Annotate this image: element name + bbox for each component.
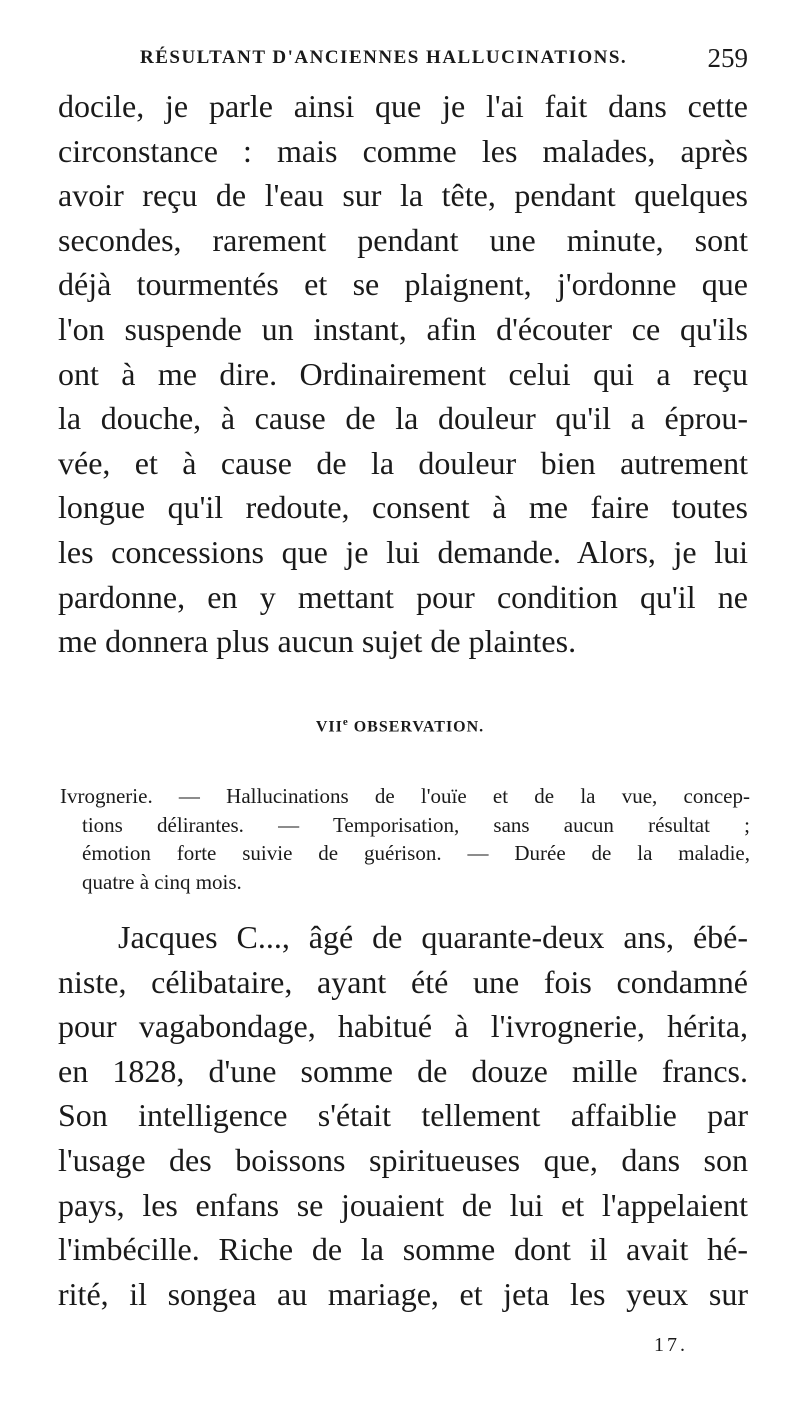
text-line: vée, et à cause de la douleur bien autrement [58, 444, 748, 481]
summary-line: émotion forte suivie de guérison. — Durée de la maladie, [82, 841, 750, 865]
text-line: pays, les enfans se jouaient de lui et l'appelaient [58, 1186, 748, 1223]
page-number: 259 [707, 43, 748, 73]
summary-line: quatre à cinq mois. [82, 869, 242, 894]
running-head [140, 38, 748, 78]
text-line: pardonne, en y mettant pour condition qu'il ne [58, 578, 748, 615]
paragraph-2 [58, 915, 748, 1316]
text-line: pour vagabondage, habitué à l'ivrognerie, hérita, [58, 1008, 748, 1045]
observation-superscript: e [342, 716, 349, 728]
signature-mark: 17. [654, 1334, 688, 1356]
text-line: docile, je parle ainsi que je l'ai fait dans cette [58, 88, 748, 124]
text-line: l'imbécille. Riche de la somme dont il avait hé- [58, 1231, 748, 1268]
text-line: ont à me dire. Ordinairement celui qui a reçu [58, 355, 748, 392]
text-line: secondes, rarement pendant une minute, sont [58, 221, 748, 258]
text-line: Son intelligence s'était tellement affaiblie par [58, 1097, 748, 1134]
text-line: longue qu'il redoute, consent à me faire toutes [58, 489, 748, 526]
text-line: circonstance : mais comme les malades, après [58, 132, 748, 169]
text-line: avoir reçu de l'eau sur la tête, pendant quelques [58, 177, 748, 214]
text-line: l'usage des boissons spiritueuses que, dans son [58, 1141, 748, 1178]
text-line: niste, célibataire, ayant été une fois condamné [58, 963, 748, 1000]
text-line: déjà tourmentés et se plaignent, j'ordonne que [58, 266, 748, 303]
text-line: les concessions que je lui demande. Alors, je lui [58, 533, 748, 570]
text-line: l'on suspende un instant, afin d'écouter ce qu'ils [58, 310, 748, 347]
text-line: en 1828, d'une somme de douze mille francs. [58, 1052, 748, 1089]
observation-heading [0, 716, 800, 736]
text-line: Jacques C..., âgé de quarante-deux ans, ébé- [118, 919, 748, 955]
text-line: rité, il songea au mariage, et jeta les yeux sur [58, 1275, 748, 1312]
text-line: me donnera plus aucun sujet de plaintes. [58, 623, 577, 660]
case-summary [60, 782, 750, 896]
observation-label: OBSERVATION. [353, 718, 485, 736]
text-line: la douche, à cause de la douleur qu'il a éprou- [58, 400, 748, 437]
observation-numeral: VII [315, 718, 343, 736]
summary-line: tions délirantes. — Temporisation, sans aucun résultat ; [82, 812, 750, 837]
running-title: RÉSULTANT D'ANCIENNES HALLUCINATIONS. [140, 47, 628, 68]
paragraph-1 [58, 84, 748, 664]
summary-line: Ivrognerie. — Hallucinations de l'ouïe et de la vue, concep- [60, 784, 750, 808]
